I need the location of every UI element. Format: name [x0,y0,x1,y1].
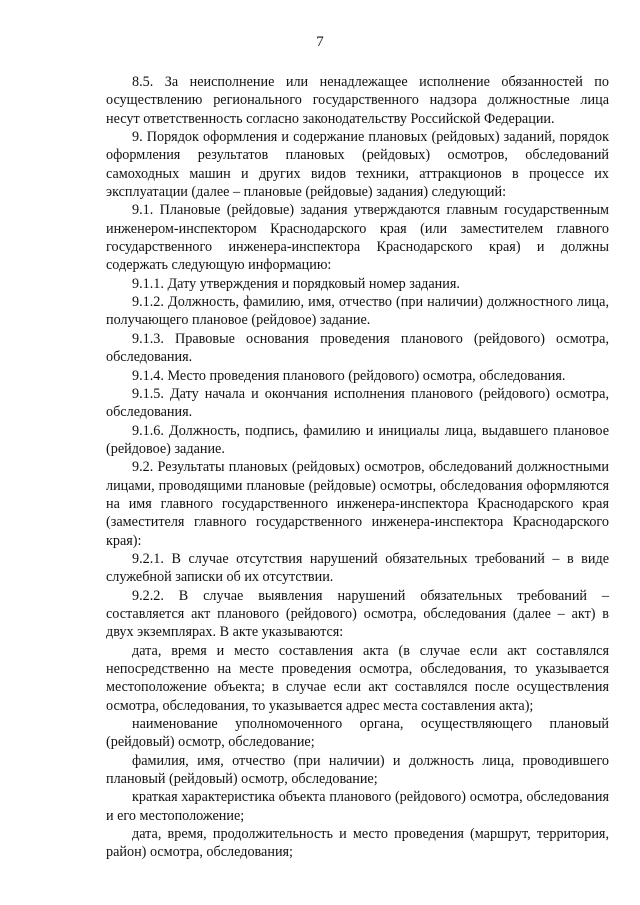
page-number: 7 [316,34,324,50]
paragraph-9-1-5: 9.1.5. Дату начала и окончания исполнения планового (рейдового) осмотра, обследования. [106,385,609,421]
list-item-inspector-name: фамилия, имя, отчество (при наличии) и должность лица, проводившего плановый (рейдовый) осмотр, обследование; [106,752,609,788]
document-body [106,73,609,862]
list-item-act-date-place: дата, время и место составления акта (в случае если акт составлялся непосредственно на месте проведения осмотра, обследования, то указывается местоположение объекта; в случае если акт составлялся после осуществления осмотра, обследования, то указывается адрес места составления акта); [106,642,609,714]
list-item-inspection-time-route: дата, время, продолжительность и место проведения (маршрут, территория, район) осмотра, обследования; [106,826,609,861]
paragraph-8-5: 8.5. За неисполнение или ненадлежащее исполнение обязанностей по осуществлению регионального государственного надзора должностные лица несут ответственность согласно законодательству Российской Федерации. [106,74,609,127]
paragraph-9-1-6: 9.1.6. Должность, подпись, фамилию и инициалы лица, выдавшего плановое (рейдовое) задание. [106,422,609,457]
paragraph-9-1-4: 9.1.4. Место проведения планового (рейдового) осмотра, обследования. [132,367,566,384]
paragraph-9-1-1: 9.1.1. Дату утверждения и порядковый номер задания. [132,275,460,292]
paragraph-9-2-2: 9.2.2. В случае выявления нарушений обязательных требований – составляется акт планового (рейдового) осмотра, обследования (далее – акт) в двух экземплярах. В акте указываются: [106,587,609,641]
list-item-authority-name: наименование уполномоченного органа, осуществляющего плановый (рейдовый) осмотр, обследование; [106,716,609,751]
paragraph-9-2: 9.2. Результаты плановых (рейдовых) осмотров, обследований должностными лицами, проводящими плановые (рейдовые) осмотры, обследования оформляются на имя главного государственного инженера-инспектора Краснодарского края (заместителя главного государственного инженера-инспектора Краснодарского края): [106,459,609,549]
list-item-object-description: краткая характеристика объекта планового (рейдового) осмотра, обследования и его местоположение; [106,789,609,824]
paragraph-9: 9. Порядок оформления и содержание плановых (рейдовых) заданий, порядок оформления результатов плановых (рейдовых) осмотров, обследований самоходных машин и других видов техники, аттракционов в процессе их эксплуатации (далее – плановые (рейдовые) задания) следующий: [106,129,609,201]
paragraph-9-1-3: 9.1.3. Правовые основания проведения планового (рейдового) осмотра, обследования. [106,330,609,366]
paragraph-9-1-2: 9.1.2. Должность, фамилию, имя, отчество (при наличии) должностного лица, получающего плановое (рейдовое) задание. [106,294,609,329]
paragraph-9-1: 9.1. Плановые (рейдовые) задания утверждаются главным государственным инженером-инспектором Краснодарского края (или заместителем главного государственного инженера-инспектора Краснодарского края) и должны содержать следующую информацию: [106,202,609,274]
paragraph-9-2-1: 9.2.1. В случае отсутствия нарушений обязательных требований – в виде служебной записки об их отсутствии. [106,550,609,586]
